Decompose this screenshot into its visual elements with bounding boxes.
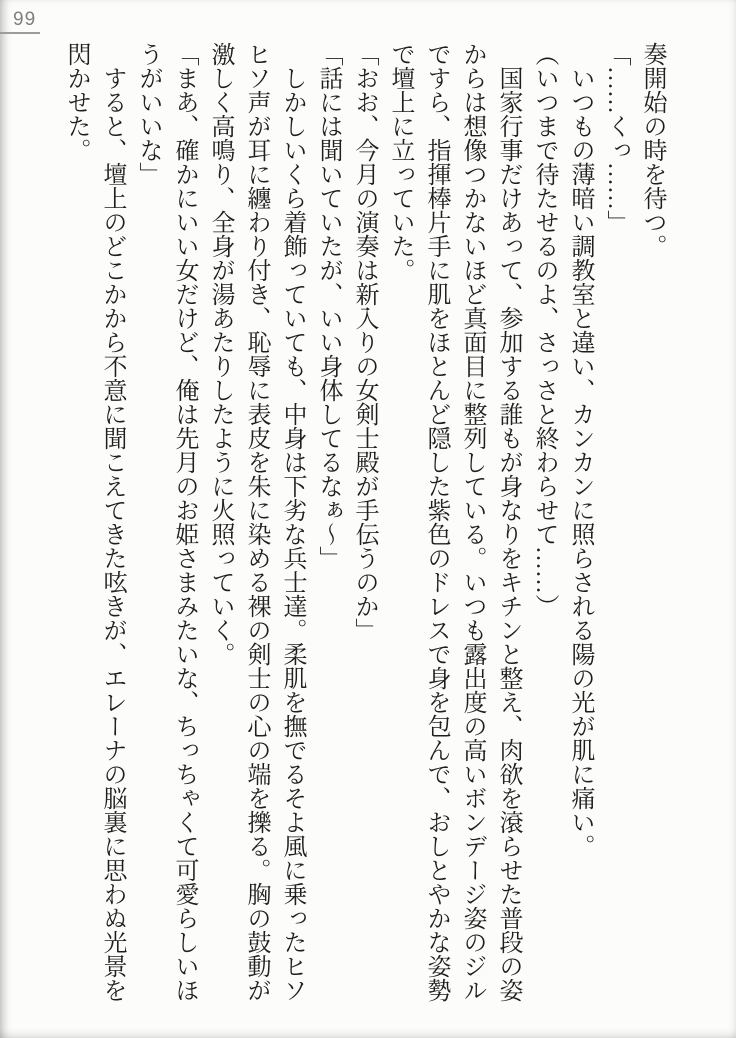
text-line-6: からは想像つかないほど真面目に整列している。いつも露出度の高いボンデージ姿のジル xyxy=(459,42,485,1002)
text-line-8: で壇上に立っていた。 xyxy=(387,42,413,282)
text-line-5: 国家行事だけあって、参加する誰もが身なりをキチンと整え、肉欲を滾らせた普段の姿 xyxy=(495,42,521,1002)
text-line-3: いつもの薄暗い調教室と違い、カンカンに照らされる陽の光が肌に痛い。 xyxy=(567,42,593,858)
page-number-rule xyxy=(0,32,40,34)
text-line-14: 「まあ、確かにいい女だけど、俺は先月のお姫さまみたいな、ちっちゃくて可愛らしいほ xyxy=(171,42,197,1002)
text-line-7: ですら、指揮棒片手に肌をほとんど隠した紫色のドレスで身を包んで、おしとやかな姿勢 xyxy=(423,42,449,1002)
text-line-13: 激しく高鳴り、全身が湯あたりしたように火照っていく。 xyxy=(207,42,233,666)
text-line-10: 「話には聞いていたが、いい身体してるなぁ〜」 xyxy=(315,42,341,570)
text-line-2: 「……くっ……」 xyxy=(603,42,629,234)
text-line-16: すると、壇上のどこかから不意に聞こえてきた呟きが、エレーナの脳裏に思わぬ光景を xyxy=(99,42,125,1002)
text-block xyxy=(58,42,670,1020)
page-number: 99 xyxy=(13,9,37,30)
text-line-12: ヒソ声が耳に纏わり付き、恥辱に表皮を朱に染める裸の剣士の心の端を擽る。胸の鼓動が xyxy=(243,42,269,1002)
text-line-4: （いつまで待たせるのよ、さっさと終わらせて……） xyxy=(531,42,557,618)
text-line-17: 閃かせた。 xyxy=(63,42,89,162)
text-line-15: うがいいな」 xyxy=(135,42,161,186)
text-line-9: 「おお、今月の演奏は新入りの女剣士殿が手伝うのか」 xyxy=(351,42,377,642)
text-line-1: 奏開始の時を待つ。 xyxy=(639,42,665,258)
text-line-11: しかしいくら着飾っていても、中身は下劣な兵士達。柔肌を撫でるそよ風に乗ったヒソ xyxy=(279,42,305,1002)
